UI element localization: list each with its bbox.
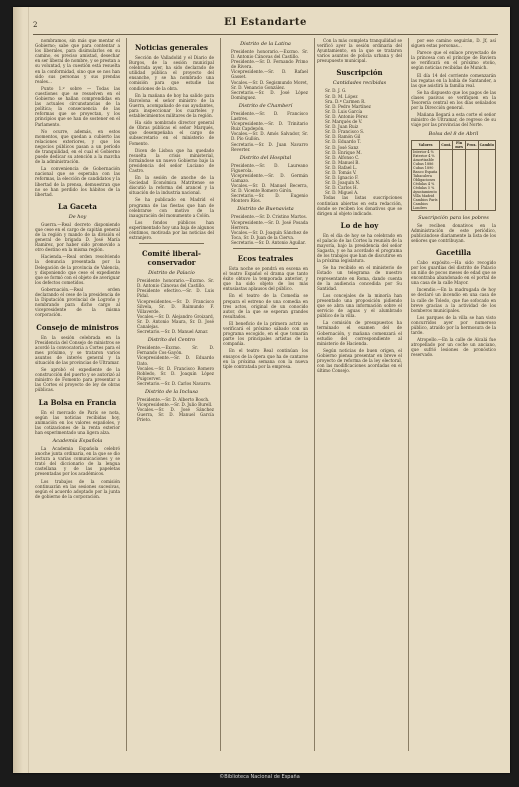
article-paragraph: En la sesión de anoche de la Sociedad Económica Matritense se discutió la reforma del arancel y la situación de la industria nacional. [129,175,214,196]
article-paragraph: Se reciben donativos en la Administración de este periódico, publicándose diariamente la lista de los señores que contribuyan. [411,222,496,243]
list-item: Sr. D. Ramón Gil [325,134,361,140]
list-item: Sr. D. Enrique M. [325,149,362,155]
section-heading: Comité liberal-conservador [142,249,201,268]
sub-heading: Cantidades recibidas [332,80,387,87]
list-item: Sr. D. Carlos H. [325,185,358,191]
list-item: Secretario.—Sr. D. Carlos Navarro. [137,380,212,386]
list-item: Secretario.—Sr. D. Eugenio Montero Ríos. [231,193,308,204]
list-item: Sr. D. Manuel B. [325,159,360,165]
section-heading: La Bolsa en Francia [38,397,117,407]
list-item: Secretario.—Sr. D. Antonio Aguilar. [231,239,306,245]
list-item: Sr. D. Rafael L. [325,164,357,170]
name-list [129,345,214,386]
list-item: Presidente.—Sr. D. Francisco Lastres. [231,110,308,122]
list-item: Sr. D. Joaquín N. [325,180,361,186]
table-cell: Cambios Londres [412,202,440,211]
table-cell [465,202,478,211]
name-list [223,111,308,152]
article-paragraph: Con la más completa tranquilidad se verificó ayer la sesión ordinaria del Ayuntamiento, en la que se trataron varios asuntos de policía urbana y del presupuesto municipal. [317,38,402,64]
list-item: Secretario.—Sr. D. Juan Navarro Reverter. [231,141,308,152]
list-item: Vicepresidente.—Sr. D. Julio Burell. [137,402,213,408]
article-paragraph: En la mañana de hoy ha salido para Barcelona el señor ministro de la Guerra, acompañado de sus ayudantes, para inspeccionar los cuarteles y establecimientos militares de la región. [129,92,214,119]
section-heading: Consejo de ministros [36,322,119,332]
newspaper-page [13,7,510,773]
sub-heading: Academia Española [52,438,103,444]
table-header-cell: Cont. [440,140,453,149]
sub-heading: Distrito de Palacio [148,270,195,277]
list-item: Sr. D. Francisco S. [325,129,365,135]
list-item: Vicepresidente.—Sr. D. Eduardo Dato. [137,355,214,366]
article-paragraph: En el día de hoy se ha celebrado en el palacio de las Cortes la reunión de la mayoría, bajo la presidencia del señor Sagasta, y se ha acordado el programa de los trabajos que han de discutirse en la próxima legislatura. [317,232,402,264]
list-item: Vicepresidentes.—Sr. D. Francisco Silvela, Sr. D. Raimundo F. Villaverde. [137,298,214,314]
table-cell: Banco España [412,170,440,174]
list-item: Vocales.—Sr. D. Joaquín Sánchez de Toca, Sr. D. Juan de la Cierva. [231,229,308,240]
list-item: Sr. D. Pedro Martínez [325,103,371,109]
article-paragraph: Sección de Valladolid y el Diario de Burgos, de la sesión municipal celebrada ayer, ha sido declarado de utilidad pública el proyecto del ensanche, y se ha nombrado una comisión para que estudie las condiciones de la obra. [129,55,214,91]
table-cell [478,202,495,211]
table-cell: Cédulas 5 % [412,186,440,190]
list-item: Sr. Marqués de V. [325,119,363,125]
column-grid [33,38,498,751]
list-item: Sr. D. Juan Ruiz [325,124,359,130]
article-paragraph: Se aprobó el expediente de la construcción del puerto y se autorizó al ministro de Fomento para presentar a las Cortes el proyecto de ley de obras públicas. [35,367,120,393]
table-cell: Cubas 1886 [412,162,440,166]
list-item: Presidente.—Sr. D. Fernando Primo de Rivera. [231,59,308,70]
article-paragraph: Esta noche se pondrá en escena en el teatro Español el drama que tanto éxito obtuvo la temporada anterior, y que ha sido objeto de los más entusiastas aplausos del público. [223,266,308,292]
table-cell: Ayuntamiento [412,190,440,194]
section-heading: Gacetilla [436,247,471,257]
table-cell: Obligaciones [412,178,440,182]
list-item: Secretario.—Sr. D. Manuel Aznar. [137,329,209,335]
column-2 [126,38,216,751]
article-paragraph: La comisión de presupuestos ha terminado el examen del de Gobernación, y mañana comenzará el estudio del correspondiente al ministerio de Hacienda. [317,320,402,346]
list-item: Presidente.—Sr. D. Cristino Martos. [231,214,307,220]
list-item: Sr. D. Alfonso C. [325,154,360,160]
table-header-cell: Valores [412,140,440,149]
section-heading: La Gaceta [58,201,97,211]
table-cell: Cambios París [412,198,440,202]
article-paragraph: En la sesión celebrada en la Presidencia del Consejo de ministros se acordó la convocatoria a Cortes para el mes próximo, y se trataron varios asuntos de interés general y la situación de las provincias de Ultramar. [35,334,120,365]
table-cell: Cédulas 4 % [412,182,440,186]
list-item: Sr. D. Eduardo T. [325,139,361,145]
name-list [129,397,214,422]
page-number: 2 [33,21,38,29]
article-paragraph: Punto 1.º sobre — Todas las cuestiones que se resuelven en el Gobierno se hallan comprendidas en las actuales circunstancias de la política; la consecuencia de las reformas que se proyectan, y los principios que se han de sostener en el Parlamento. [35,85,120,127]
article-paragraph: Gobernación.—Real orden declarando el cese de la presidencia de la Diputación provincial de Logroño y nombrando para dicho cargo al vicepresidente de la misma corporación. [35,286,120,318]
list-item: Presidente efectivo.—Sr. D. Luis Pidal. [137,288,214,299]
article-paragraph: En el mercado de París se nota, según las noticias recibidas hoy, animación en los valores españoles, y las cotizaciones de la renta exterior han experimentado una ligera alza. [35,409,120,435]
article-paragraph: Dicen de Lisboa que ha quedado resuelta la crisis ministerial, formándose un nuevo Gobierno bajo la presidencia del señor Luciano de Castro. [129,147,214,173]
article-paragraph: Hacienda.—Real orden resolviendo la denuncia presentada por la Delegación de la provincia de Valencia, y disponiendo que cese el expediente que se formó con el objeto de averiguar los defectos cometidos. [35,254,120,285]
library-credit: ©Biblioteca Nacional de España [219,774,300,780]
list-item: Sr. D. Luis García [325,108,363,114]
article-paragraph: Parece que el enlace proyectado de la princesa con el príncipe de Baviera se verificará en el próximo otoño, según noticias recibidas de Munich. [411,50,496,71]
article-paragraph: Se ha recibido en el ministerio de Estado un telegrama de nuestro representante en Roma, dando cuenta de la audiencia concedida por Su Santidad. [317,265,402,291]
list-item: Secretario.—Sr. D. José López Domínguez. [231,89,308,100]
list-item: Sr. D. J. G. [325,88,347,94]
list-item: Vicepresidente.—Sr. D. Germán Gamazo. [231,172,308,183]
article-paragraph: Los parques de la villa se han visto concurridos ayer por numeroso público, atraído por la hermosura de la tarde. [411,314,496,336]
sub-heading: Distrito de la Latina [240,41,291,47]
table-header-cell: Fin mes [453,140,465,149]
name-list [223,49,308,100]
article-paragraph: El beneficio de la primera actriz se verificará el próximo sábado con un programa escogido, en el que tomarán parte los principales artistas de la compañía. [223,320,308,347]
article-paragraph: Los trabajos de la comisión continuarán en las sesiones sucesivas, según el acuerdo adoptado por la junta de gobierno de la corporación. [35,478,120,499]
article-paragraph: Se ha dispuesto que los pagos de las clases pasivas se verifiquen en la Tesorería central en los días señalados por la Dirección general. [411,89,496,111]
table-header-cell: Prox. [465,140,478,149]
article-paragraph: Todas las listas suscripciones continúan abiertas en esta redacción, donde se reciben los donativos que se dirigen al objeto indicado. [317,195,402,216]
sub-heading: Distrito del Hospital [239,154,292,161]
divider [233,248,298,249]
article-paragraph: Cabo expósito.—Ha sido recogido por los guardias del distrito de Palacio un niño de pocos meses de edad que se encontraba abandonado en el portal de una casa de la calle Mayor. [411,259,496,286]
newspaper-title: El Estandarte [224,17,307,28]
column-3 [220,38,310,751]
divider [139,243,204,244]
table-cell: Amortizable [412,158,440,162]
list-item: Vicepresidente.—Sr. D. Rafael Gasset. [231,69,308,80]
article-paragraph: por ese camino seguirán, D. Jf, así siguen estas personas... [411,38,496,49]
list-item: Vicepresidente.—Sr. D. Trinitario Ruiz Capdepón. [231,121,308,132]
list-item: Vocales.—Sr. D. José Sánchez Guerra, Sr. D. Manuel García Prieto. [137,407,214,423]
article-paragraph: Según noticias de buen origen, el Gobierno piensa presentar en breve el proyecto de reforma de la ley electoral, con las modificaciones acordadas en el último Consejo. [317,347,402,374]
list-item: Vocales.—Sr. D. Alejandro Groizard, Sr. D. Antonio Maura, Sr. D. José Canalejas. [137,313,214,330]
article-paragraph: No ocurre, además, en estos momentos, que quedan a cubierto las relaciones exteriores, y que los negocios públicos pasan a un período de tranquilidad, en el cual el Gobierno puede dedicar su atención a la marcha de la administración. [35,128,120,165]
column-1 [33,38,122,751]
sub-heading: Distrito de la Inclusa [144,388,199,395]
page-header [33,16,498,35]
section-heading: Suscripción [336,68,383,78]
section-heading: Noticias generales [135,43,208,52]
name-list [223,163,308,204]
list-item: Presidente.—Sr. D. Alberto Bosch. [137,396,210,402]
list-item: Presidente honorario.—Excmo. Sr. D. Antonio Cánovas del Castillo. [137,278,214,289]
article-paragraph: Guerra.—Real decreto disponiendo que cese en el cargo de capitán general de la región y mando de la división el general de brigada D. José María Ramírez, por haber sido promovido a otro destino en la misma región. [35,221,120,253]
list-item: Sr. D. Miguel A. [325,190,359,196]
list-item: Sr. D. Ignacio F. [325,175,359,181]
list-item: Presidente.—Sr. D. Laureano Figuerola. [231,162,308,173]
table-header-cell: Cambio [478,140,495,149]
list-item: Vocales.—Sr. D. Segismundo Moret, Sr. D. Venancio González. [231,79,308,90]
article-paragraph: Atropello.—En la calle de Alcalá fue atropellado por un coche un anciano, que sufrió lesiones de pronóstico reservado. [411,337,496,358]
name-list [317,88,402,195]
list-item: Vicepresidente.—Sr. D. José Posada Herrera. [231,219,308,230]
list-item: Sr. D. Antonio Pérez [325,113,368,119]
article-paragraph: La Academia Española celebró anoche junta ordinaria, en la que se dio lectura a varias comunicaciones y se trató del diccionario de la lengua castellana y de las papeletas presentadas por los académicos. [35,446,120,477]
sub-heading: Bolsa del 8 de Abril [428,130,479,137]
section-heading: Ecos teatrales [237,254,294,263]
article-paragraph: Mañana llegará a esta corte el señor ministro de Ultramar, de regreso de su viaje por las provincias del Norte. [411,112,496,128]
list-item: Sr. D. Tomás V. [325,169,357,175]
table-cell: Interior 4 % [412,149,440,154]
table-cell: Exterior 4 % [412,154,440,158]
article-paragraph: Se ha publicado en Madrid el programa de las fiestas que han de celebrarse con motivo de la inauguración del monumento a Colón. [129,197,214,218]
table-cell: Cubas 1890 [412,166,440,170]
list-item: Sra. D.ª Carmen R. [325,98,366,104]
article-paragraph: Los concejales de la minoría han presentado una proposición pidiendo que se abra una información sobre el servicio de aguas y el alumbrado público de la villa. [317,292,402,319]
list-item: Sr. D. M. López [325,93,358,99]
list-item: Presidente.—Excmo. Sr. D. Fernando Cos-Gayón. [137,345,214,356]
section-heading: Lo de hoy [340,220,379,230]
article-paragraph: Incendio.—En la madrugada de hoy se declaró un incendio en una casa de la calle de Toledo, que fue sofocado en breve gracias a la actividad de los bomberos municipales. [411,287,496,313]
sub-heading: Distrito del Centro [147,337,196,344]
name-list [223,214,308,245]
article-paragraph: La conveniencia de Gobernación nacional que se esperaba con las reformas, la elección de candidatos y la libertad de la prensa, demuestran que no se han perdido los hábitos de la libertad. [35,166,120,197]
article-paragraph: En el teatro Real continúan los ensayos de la ópera que ha de cantarse en la próxima semana con la nueva tiple contratada por la empresa. [223,348,308,369]
table-row [412,202,496,211]
table-cell: Villa Madrid [412,194,440,198]
column-5 [408,38,498,751]
article-paragraph: En el teatro de la Comedia se prepara el estreno de una comedia en tres actos, original de un conocido autor, de la que se esperan grandes resultados. [223,293,308,319]
page-fold-shadow [28,7,29,773]
sub-heading: Distrito de Chamberí [238,102,293,109]
article-paragraph: Ha sido nombrado director general de Obras públicas el señor Marqués, que desempeñaba el cargo de subsecretario en el ministerio de Fomento. [129,120,214,146]
list-item: Sr. D. José Sanz [325,144,359,150]
stock-table [411,140,496,211]
table-cell [453,202,465,211]
list-item: Vocales.—Sr. D. Manuel Becerra, Sr. D. Vicente Romero Girón. [231,183,308,194]
article-paragraph: Los fondos públicos han experimentado hoy una baja de algunos céntimos, motivada por las noticias del extranjero. [129,219,214,241]
article-paragraph: El día 14 del corriente comenzarán las regatas en la bahía de Santander, a las que asistirá la familia real. [411,72,496,88]
name-list [129,278,214,334]
sub-heading: De hoy [68,213,87,220]
table-cell [440,202,453,211]
article-paragraph: nombramos, sin más que mentar el Gobierno; sabe que para contentar a los liberales, para disimularlos en su camino, es preciso amistad, desechar en ser liberal de nombre, y se prestan a su voluntad, y la cuestión está resuelta en la conformidad, sino que se nos han sido sus personas y sus prendas reales... [35,38,120,84]
sub-heading: Suscripción para los pobres [418,214,489,221]
list-item: Presidente honorario.—Excmo. Sr. D. Antonio Cánovas del Castillo. [231,49,308,60]
table-cell: Tabacalera [412,174,440,178]
sub-heading: Distrito de Buenavista [237,206,294,213]
stock-table-block [411,140,496,211]
column-4 [314,38,404,751]
list-item: Vocales.—Sr. D. Amós Salvador, Sr. D. Pío Gullón. [231,131,308,142]
list-item: Vocales.—Sr. D. Francisco Romero Robledo, Sr. D. Joaquín López Puigcerver. [137,365,214,381]
